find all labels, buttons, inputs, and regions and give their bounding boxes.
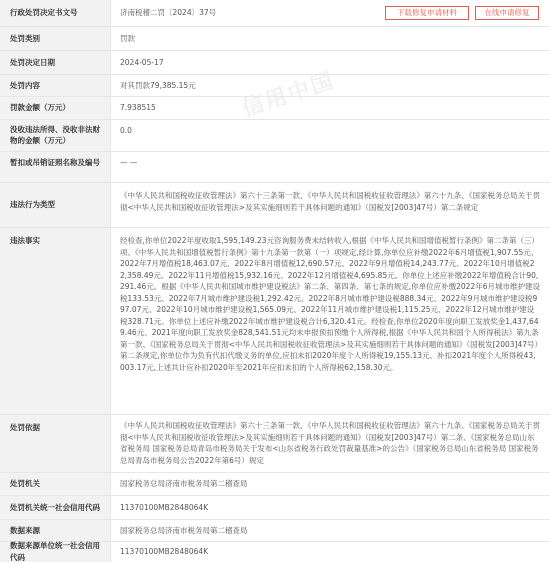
row-content <box>0 75 550 97</box>
authority-code-label: 处罚机关统一社会信用代码 <box>0 496 111 519</box>
download-materials-button[interactable]: 下载修复申请材料 <box>385 6 469 20</box>
revoke-value: — — <box>120 158 138 167</box>
row-date <box>0 51 550 75</box>
doc-no-value: 济南税稽二罚〔2024〕37号 <box>120 8 217 18</box>
category-label: 处罚类别 <box>0 27 111 50</box>
facts-value: 经检查,你单位2022年度收取1,595,149.23元咨询服务费未结转收入,根据《中华人民共和国增值税暂行条例》第二条第（三）项、《中华人民共和国增值税暂行条例》第十九条第一款第（一）项规定,经计算,你单位应补缴2022年6月增值税1,907.55元、2022年7月增值税18,463.07元、2022年8月增值税12,690.57元、2022年9月增值税14,243.77元、2022年10月增值税22,358.49元、2022年11月增值税15,932.16元、2022年12月增值税4,695.85元。你单位上述应补缴2022年增值税合计90,291.46元。根据《中华人民共和国城市维护建设税法》第二条、第四条、第七条的规定,你单位应补缴2022年6月城市维护建设税133.53元、2022年7月城市维护建设税1,292.42元、2022年8月城市维护建设税888.34元、2022年9月城市维护建设税997.07元、2022年10月城市维护建设税1,565.09元、2022年11月城市维护建设税1,115.25元、2022年12月城市维护建设税328.71元。你单位上述应补缴2022年城市维护建设税合计6,320.41元。经检查,你单位2020年度向职工发放奖金1,437,649.46元、2021年度向职工发放奖金828,541.51元均未申报预扣预缴个人所得税,根据《中华人民共和国个人所得税法》第九条第一款、《国家税务总局关于贯彻<中华人民共和国税收征收管理法>及其实施细则若干具体问题的通知》（国税发[2003]47号）第二条规定,你单位作为负有代扣代缴义务的单位,应扣未扣2020年度个人所得税19,155.13元、补扣2021年度个人所得税43,003.17元,上述共计应补扣2020年至2021年应扣未扣的个人所得税62,158.30元。 <box>120 236 540 372</box>
source-label: 数据来源 <box>0 520 111 541</box>
date-value: 2024-05-17 <box>120 57 164 67</box>
row-doc-no <box>0 0 550 27</box>
authority-code-value: 11370100MB2848064K <box>120 502 209 512</box>
source-value: 国家税务总局济南市税务局第二稽查局 <box>120 525 248 535</box>
basis-value: 《中华人民共和国税收征收管理法》第六十三条第一款、《中华人民共和国税收征收管理法》第六十九条、《国家税务总局关于贯彻<中华人民共和国税收征收管理法>及其实施细则若干具体问题的通知》（国税发[2003]47号）第二条、《国家税务总局山东省税务局 国家税务总局青岛市税务局关于发布<山东省税务行政处罚裁量基准>的公告》（国家税务总局山东省税务局 国家税务总局青岛市税务局公告2022年第6号）规定 <box>120 421 540 465</box>
content-value: 对其罚款79,385.15元 <box>120 80 196 90</box>
row-facts <box>0 228 550 415</box>
row-revoke <box>0 152 550 183</box>
fine-value: 7.938515 <box>120 103 156 113</box>
authority-label: 处罚机关 <box>0 473 111 495</box>
basis-label: 处罚依据 <box>0 415 111 472</box>
row-confiscate <box>0 120 550 152</box>
source-code-value: 11370100MB2848064K <box>120 547 209 557</box>
watermark: 信用中国 <box>239 68 339 123</box>
source-code-label: 数据来源单位统一社会信用代码 <box>0 542 111 562</box>
online-repair-button[interactable]: 在线申请修复 <box>475 6 539 20</box>
facts-label: 违法事实 <box>0 228 111 414</box>
row-fine <box>0 97 550 120</box>
row-category <box>0 27 550 51</box>
doc-no-label: 行政处罚决定书文号 <box>0 0 111 26</box>
fine-label: 罚款金额（万元） <box>0 97 111 119</box>
row-source <box>0 520 550 542</box>
content-label: 处罚内容 <box>0 75 111 96</box>
row-basis <box>0 415 550 473</box>
row-violation-type <box>0 183 550 228</box>
confiscate-label: 没收违法所得、没收非法财物的金额（万元） <box>0 120 111 151</box>
row-source-code <box>0 542 550 562</box>
confiscate-value: 0.0 <box>120 126 132 135</box>
date-label: 处罚决定日期 <box>0 51 111 74</box>
authority-value: 国家税务总局济南市税务局第二稽查局 <box>120 479 248 489</box>
violation-type-value: 《中华人民共和国税收征收管理法》第六十三条第一款、《中华人民共和国税收征收管理法》第六十九条、《国家税务总局关于贯彻<中华人民共和国税收征收管理法>及其实施细则若干具体问题的通知》（国税发[2003]47号）第二条规定 <box>120 191 540 212</box>
row-authority <box>0 473 550 496</box>
row-authority-code <box>0 496 550 520</box>
violation-type-label: 违法行为类型 <box>0 183 111 227</box>
category-value: 罚款 <box>120 33 135 43</box>
revoke-label: 暂扣或吊销证照名称及编号 <box>0 152 111 182</box>
